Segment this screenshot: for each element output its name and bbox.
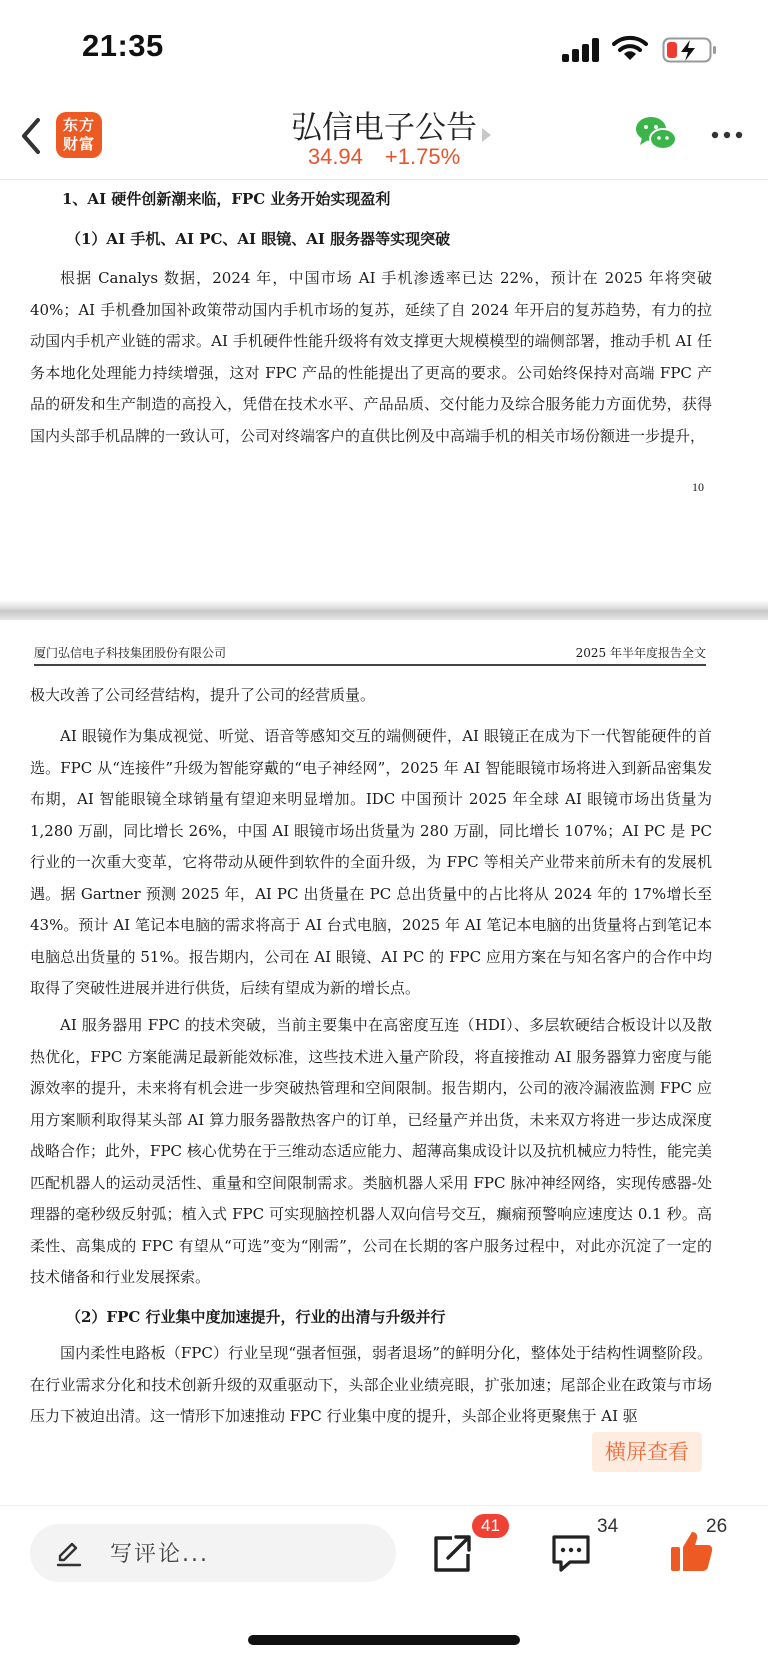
- stock-change: +1.75%: [384, 144, 461, 169]
- pencil-icon: [54, 1538, 84, 1568]
- share-icon[interactable]: [430, 1530, 476, 1576]
- pdf-page-10: [0, 180, 768, 600]
- wifi-icon: [612, 34, 648, 62]
- page-separator: [0, 600, 768, 620]
- comment-placeholder: 写评论...: [110, 1542, 209, 1567]
- page-title: 弘信电子公告: [291, 110, 477, 146]
- cellular-signal-icon: [562, 38, 600, 62]
- comment-icon[interactable]: [550, 1532, 592, 1574]
- battery-charging-icon: [662, 36, 718, 64]
- wechat-share-icon[interactable]: [634, 114, 678, 154]
- body-paragraph: 极大改善了公司经营结构，提升了公司的经营质量。: [30, 686, 376, 704]
- comment-input[interactable]: [30, 1524, 396, 1582]
- like-count: 26: [706, 1516, 728, 1537]
- pdf-viewer[interactable]: [0, 180, 768, 1505]
- more-options-icon[interactable]: [710, 120, 744, 150]
- subsection-heading: （1）AI 手机、AI PC、AI 眼镜、AI 服务器等实现突破: [66, 230, 451, 248]
- page-number: 10: [692, 480, 704, 494]
- body-paragraph: 国内柔性电路板（FPC）行业呈现“强者恒强，弱者退场”的鲜明分化，整体处于结构性调整阶段。在行业需求分化和技术创新升级的双重驱动下，头部企业业绩亮眼，扩张加速；尾部企业在政策与市场压力下被迫出清。这一情形下加速推动 FPC 行业集中度的提升，头部企业将更聚焦于 AI 驱: [30, 1344, 712, 1425]
- section-heading: 1、AI 硬件创新潮来临，FPC 业务开始实现盈利: [62, 190, 391, 208]
- body-paragraph: AI 眼镜作为集成视觉、听觉、语音等感知交互的端侧硬件，AI 眼镜正在成为下一代智能硬件的首选。FPC 从“连接件”升级为智能穿戴的“电子神经网”，2025 年 AI 智能眼镜市场将进入到新品密集发布期，AI 智能眼镜全球销量有望迎来明显增加。IDC 中国预计 2025 年全球 AI 眼镜市场出货量为 1,280 万副，同比增长 26%，中国 AI 眼镜市场出货量为 280 万副，同比增长 107%；AI PC 是 PC 行业的一次重大变革，它将带动从硬件到软件的全面升级，为 FPC 等相关产业带来前所未有的发展机遇。据 Gartner 预测 2025 年，AI PC 出货量在 PC 总出货量中的占比将从 2024 年的 17%增长至 43%。预计 AI 笔记本电脑的需求将高于 AI 台式电脑，2025 年 AI 笔记本电脑的出货量将占到笔记本电脑总出货量的 51%。报告期内，公司在 AI 眼镜、AI PC 的 FPC 应用方案在与知名客户的合作中均取得了突破性进展并进行供货，后续有望成为新的增长点。: [30, 727, 712, 997]
- status-time: 21:35: [82, 28, 164, 63]
- company-name: 厦门弘信电子科技集团股份有限公司: [34, 646, 227, 660]
- stock-price: 34.94: [307, 144, 363, 169]
- expand-triangle-icon[interactable]: [482, 128, 491, 142]
- bottom-action-bar: [0, 1505, 768, 1663]
- body-paragraph: AI 服务器用 FPC 的技术突破，当前主要集中在高密度互连（HDI）、多层软硬结合板设计以及散热优化，FPC 方案能满足最新能效标准，这些技术进入量产阶段，将直接推动 AI 服务器算力密度与能源效率的提升，未来将有机会进一步突破热管理和空间限制。报告期内，公司的液冷漏液监测 FPC 应用方案顺利取得某头部 AI 算力服务器散热客户的订单，已经量产并出货，未来双方将进一步达成深度战略合作；此外，FPC 核心优势在于三维动态适应能力、超薄高集成设计以及抗机械应力特性，能完美匹配机器人的运动灵活性、重量和空间限制需求。类脑机器人采用 FPC 脉冲神经网络，实现传感器-处理器的毫秒级反射弧；植入式 FPC 可实现脑控机器人双向信号交互，癫痫预警响应速度达 0.1 秒。高柔性、高集成的 FPC 有望从“可选”变为“刚需”，公司在长期的客户服务过程中，对此亦沉淀了一定的技术储备和行业发展探索。: [30, 1016, 712, 1286]
- status-bar: [0, 0, 768, 100]
- comment-count: 34: [597, 1516, 619, 1537]
- body-paragraph: 根据 Canalys 数据，2024 年，中国市场 AI 手机渗透率已达 22%，预计在 2025 年将突破 40%；AI 手机叠加国补政策带动国内手机市场的复苏，延续了自 2024 年开启的复苏趋势，有力的拉动国内手机产业链的需求。AI 手机硬件性能升级将有效支撑更大规模模型的端侧部署，推动手机 AI 任务本地化处理能力持续增强，这对 FPC 产品的性能提出了更高的要求。公司始终保持对高端 FPC 产品的研发和生产制造的高投入，凭借在技术水平、产品品质、交付能力及综合服务能力方面优势，获得国内头部手机品牌的一致认可，公司对终端客户的直供比例及中高端手机的相关市场份额进一步提升，: [30, 269, 712, 445]
- share-count-badge: 41: [472, 1514, 509, 1538]
- landscape-view-button[interactable]: 横屏查看: [592, 1432, 702, 1472]
- report-name: 2025 年半年度报告全文: [575, 646, 706, 660]
- app-header: [0, 100, 768, 180]
- running-header: [34, 640, 706, 666]
- pdf-page-11: [0, 620, 768, 1505]
- subsection-heading: （2）FPC 行业集中度加速提升，行业的出清与升级并行: [66, 1308, 446, 1326]
- eastmoney-logo[interactable]: 东方财富: [56, 112, 102, 158]
- home-indicator: [248, 1635, 520, 1645]
